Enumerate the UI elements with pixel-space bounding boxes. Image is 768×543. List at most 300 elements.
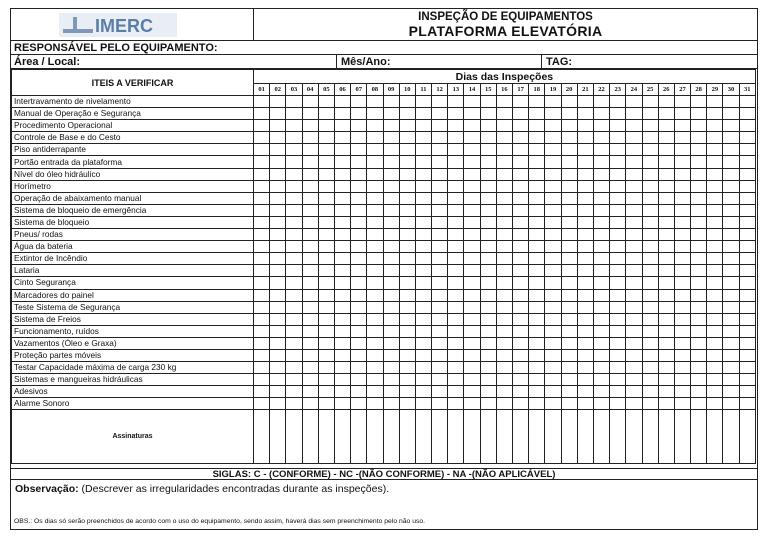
day-check-cell[interactable] [351,349,367,361]
day-check-cell[interactable] [545,108,561,120]
day-check-cell[interactable] [399,120,415,132]
day-check-cell[interactable] [577,168,593,180]
day-check-cell[interactable] [367,192,383,204]
day-check-cell[interactable] [739,168,755,180]
day-check-cell[interactable] [480,180,496,192]
day-check-cell[interactable] [432,132,448,144]
day-check-cell[interactable] [545,374,561,386]
day-check-cell[interactable] [480,349,496,361]
day-check-cell[interactable] [351,265,367,277]
day-check-cell[interactable] [658,108,674,120]
day-check-cell[interactable] [302,349,318,361]
signature-cell[interactable] [691,410,707,464]
day-check-cell[interactable] [496,241,512,253]
day-check-cell[interactable] [496,120,512,132]
day-check-cell[interactable] [561,216,577,228]
signature-cell[interactable] [723,410,739,464]
day-check-cell[interactable] [254,398,270,410]
day-check-cell[interactable] [351,374,367,386]
day-check-cell[interactable] [593,108,609,120]
day-check-cell[interactable] [286,96,302,108]
day-check-cell[interactable] [593,349,609,361]
day-check-cell[interactable] [334,362,350,374]
day-check-cell[interactable] [270,168,286,180]
day-check-cell[interactable] [513,301,529,313]
day-check-cell[interactable] [739,96,755,108]
day-check-cell[interactable] [529,337,545,349]
day-check-cell[interactable] [642,337,658,349]
day-check-cell[interactable] [577,144,593,156]
day-check-cell[interactable] [383,192,399,204]
day-check-cell[interactable] [593,265,609,277]
day-check-cell[interactable] [707,156,723,168]
day-check-cell[interactable] [642,144,658,156]
day-check-cell[interactable] [270,241,286,253]
day-check-cell[interactable] [739,374,755,386]
day-check-cell[interactable] [658,132,674,144]
day-check-cell[interactable] [674,265,690,277]
day-check-cell[interactable] [723,277,739,289]
day-check-cell[interactable] [642,301,658,313]
day-check-cell[interactable] [658,325,674,337]
day-check-cell[interactable] [480,120,496,132]
signature-cell[interactable] [286,410,302,464]
day-check-cell[interactable] [626,216,642,228]
day-check-cell[interactable] [707,325,723,337]
day-check-cell[interactable] [383,265,399,277]
day-check-cell[interactable] [448,96,464,108]
day-check-cell[interactable] [432,313,448,325]
day-check-cell[interactable] [691,374,707,386]
day-check-cell[interactable] [367,265,383,277]
day-check-cell[interactable] [626,144,642,156]
signature-cell[interactable] [642,410,658,464]
day-check-cell[interactable] [367,204,383,216]
day-check-cell[interactable] [302,386,318,398]
day-check-cell[interactable] [464,349,480,361]
day-check-cell[interactable] [496,168,512,180]
day-check-cell[interactable] [286,229,302,241]
day-check-cell[interactable] [334,349,350,361]
signature-cell[interactable] [707,410,723,464]
signature-cell[interactable] [626,410,642,464]
day-check-cell[interactable] [432,301,448,313]
day-check-cell[interactable] [642,277,658,289]
day-check-cell[interactable] [432,386,448,398]
day-check-cell[interactable] [610,337,626,349]
day-check-cell[interactable] [302,192,318,204]
day-check-cell[interactable] [593,120,609,132]
day-check-cell[interactable] [415,362,431,374]
day-check-cell[interactable] [367,301,383,313]
day-check-cell[interactable] [464,229,480,241]
day-check-cell[interactable] [415,374,431,386]
day-check-cell[interactable] [658,265,674,277]
day-check-cell[interactable] [432,325,448,337]
day-check-cell[interactable] [529,313,545,325]
signature-cell[interactable] [513,410,529,464]
day-check-cell[interactable] [545,289,561,301]
day-check-cell[interactable] [707,362,723,374]
day-check-cell[interactable] [723,337,739,349]
day-check-cell[interactable] [691,265,707,277]
day-check-cell[interactable] [351,241,367,253]
day-check-cell[interactable] [334,96,350,108]
day-check-cell[interactable] [367,132,383,144]
day-check-cell[interactable] [464,168,480,180]
day-check-cell[interactable] [513,168,529,180]
day-check-cell[interactable] [610,204,626,216]
day-check-cell[interactable] [399,156,415,168]
day-check-cell[interactable] [691,132,707,144]
day-check-cell[interactable] [626,168,642,180]
signature-cell[interactable] [658,410,674,464]
day-check-cell[interactable] [302,144,318,156]
day-check-cell[interactable] [480,289,496,301]
day-check-cell[interactable] [593,168,609,180]
day-check-cell[interactable] [593,204,609,216]
day-check-cell[interactable] [610,349,626,361]
day-check-cell[interactable] [561,192,577,204]
day-check-cell[interactable] [399,108,415,120]
day-check-cell[interactable] [739,325,755,337]
day-check-cell[interactable] [610,265,626,277]
day-check-cell[interactable] [334,132,350,144]
day-check-cell[interactable] [351,132,367,144]
day-check-cell[interactable] [270,204,286,216]
day-check-cell[interactable] [399,180,415,192]
day-check-cell[interactable] [545,277,561,289]
day-check-cell[interactable] [561,168,577,180]
day-check-cell[interactable] [464,313,480,325]
day-check-cell[interactable] [513,229,529,241]
day-check-cell[interactable] [415,349,431,361]
day-check-cell[interactable] [302,301,318,313]
day-check-cell[interactable] [610,96,626,108]
day-check-cell[interactable] [707,253,723,265]
day-check-cell[interactable] [415,337,431,349]
day-check-cell[interactable] [513,277,529,289]
day-check-cell[interactable] [739,108,755,120]
day-check-cell[interactable] [691,120,707,132]
day-check-cell[interactable] [383,229,399,241]
day-check-cell[interactable] [674,349,690,361]
day-check-cell[interactable] [270,229,286,241]
day-check-cell[interactable] [399,168,415,180]
day-check-cell[interactable] [318,265,334,277]
day-check-cell[interactable] [707,313,723,325]
day-check-cell[interactable] [691,277,707,289]
day-check-cell[interactable] [432,120,448,132]
day-check-cell[interactable] [334,253,350,265]
day-check-cell[interactable] [642,253,658,265]
day-check-cell[interactable] [302,204,318,216]
day-check-cell[interactable] [723,349,739,361]
day-check-cell[interactable] [383,168,399,180]
day-check-cell[interactable] [626,204,642,216]
day-check-cell[interactable] [496,325,512,337]
day-check-cell[interactable] [286,313,302,325]
day-check-cell[interactable] [415,180,431,192]
day-check-cell[interactable] [254,180,270,192]
day-check-cell[interactable] [658,144,674,156]
day-check-cell[interactable] [626,108,642,120]
day-check-cell[interactable] [480,192,496,204]
day-check-cell[interactable] [480,132,496,144]
day-check-cell[interactable] [270,313,286,325]
day-check-cell[interactable] [415,168,431,180]
day-check-cell[interactable] [318,204,334,216]
day-check-cell[interactable] [286,192,302,204]
day-check-cell[interactable] [529,180,545,192]
day-check-cell[interactable] [739,120,755,132]
day-check-cell[interactable] [561,204,577,216]
day-check-cell[interactable] [529,132,545,144]
day-check-cell[interactable] [529,108,545,120]
day-check-cell[interactable] [593,289,609,301]
day-check-cell[interactable] [302,313,318,325]
day-check-cell[interactable] [513,325,529,337]
day-check-cell[interactable] [545,313,561,325]
day-check-cell[interactable] [513,180,529,192]
day-check-cell[interactable] [610,108,626,120]
day-check-cell[interactable] [383,337,399,349]
day-check-cell[interactable] [529,192,545,204]
day-check-cell[interactable] [674,144,690,156]
signature-cell[interactable] [577,410,593,464]
day-check-cell[interactable] [577,313,593,325]
day-check-cell[interactable] [496,265,512,277]
day-check-cell[interactable] [593,374,609,386]
day-check-cell[interactable] [513,349,529,361]
signature-cell[interactable] [399,410,415,464]
day-check-cell[interactable] [448,229,464,241]
day-check-cell[interactable] [334,229,350,241]
day-check-cell[interactable] [496,144,512,156]
day-check-cell[interactable] [432,216,448,228]
day-check-cell[interactable] [496,204,512,216]
day-check-cell[interactable] [286,241,302,253]
day-check-cell[interactable] [399,398,415,410]
day-check-cell[interactable] [496,374,512,386]
day-check-cell[interactable] [448,386,464,398]
day-check-cell[interactable] [723,120,739,132]
day-check-cell[interactable] [610,216,626,228]
day-check-cell[interactable] [302,156,318,168]
day-check-cell[interactable] [674,386,690,398]
day-check-cell[interactable] [302,120,318,132]
day-check-cell[interactable] [545,253,561,265]
day-check-cell[interactable] [334,120,350,132]
day-check-cell[interactable] [658,337,674,349]
day-check-cell[interactable] [334,337,350,349]
day-check-cell[interactable] [674,192,690,204]
day-check-cell[interactable] [464,180,480,192]
day-check-cell[interactable] [626,265,642,277]
day-check-cell[interactable] [480,156,496,168]
day-check-cell[interactable] [448,277,464,289]
day-check-cell[interactable] [318,216,334,228]
day-check-cell[interactable] [270,132,286,144]
day-check-cell[interactable] [351,156,367,168]
day-check-cell[interactable] [270,325,286,337]
day-check-cell[interactable] [318,398,334,410]
day-check-cell[interactable] [496,132,512,144]
day-check-cell[interactable] [513,120,529,132]
day-check-cell[interactable] [674,301,690,313]
day-check-cell[interactable] [367,325,383,337]
day-check-cell[interactable] [723,180,739,192]
day-check-cell[interactable] [334,265,350,277]
day-check-cell[interactable] [577,398,593,410]
day-check-cell[interactable] [674,216,690,228]
day-check-cell[interactable] [545,349,561,361]
day-check-cell[interactable] [658,301,674,313]
day-check-cell[interactable] [529,156,545,168]
day-check-cell[interactable] [270,386,286,398]
day-check-cell[interactable] [529,362,545,374]
day-check-cell[interactable] [351,313,367,325]
day-check-cell[interactable] [286,362,302,374]
day-check-cell[interactable] [561,229,577,241]
day-check-cell[interactable] [367,386,383,398]
signature-cell[interactable] [674,410,690,464]
day-check-cell[interactable] [318,325,334,337]
day-check-cell[interactable] [707,241,723,253]
day-check-cell[interactable] [334,216,350,228]
day-check-cell[interactable] [642,289,658,301]
day-check-cell[interactable] [561,337,577,349]
day-check-cell[interactable] [496,301,512,313]
day-check-cell[interactable] [739,241,755,253]
day-check-cell[interactable] [448,362,464,374]
day-check-cell[interactable] [318,301,334,313]
day-check-cell[interactable] [561,374,577,386]
day-check-cell[interactable] [351,108,367,120]
day-check-cell[interactable] [415,204,431,216]
day-check-cell[interactable] [739,386,755,398]
day-check-cell[interactable] [383,144,399,156]
day-check-cell[interactable] [448,313,464,325]
day-check-cell[interactable] [415,313,431,325]
day-check-cell[interactable] [383,132,399,144]
day-check-cell[interactable] [529,386,545,398]
day-check-cell[interactable] [334,301,350,313]
day-check-cell[interactable] [577,337,593,349]
day-check-cell[interactable] [351,229,367,241]
signature-cell[interactable] [448,410,464,464]
day-check-cell[interactable] [707,132,723,144]
day-check-cell[interactable] [577,216,593,228]
day-check-cell[interactable] [593,253,609,265]
day-check-cell[interactable] [286,108,302,120]
day-check-cell[interactable] [561,398,577,410]
day-check-cell[interactable] [270,374,286,386]
day-check-cell[interactable] [367,374,383,386]
day-check-cell[interactable] [610,132,626,144]
day-check-cell[interactable] [464,301,480,313]
signature-cell[interactable] [415,410,431,464]
day-check-cell[interactable] [464,265,480,277]
day-check-cell[interactable] [610,289,626,301]
day-check-cell[interactable] [448,289,464,301]
day-check-cell[interactable] [691,398,707,410]
day-check-cell[interactable] [448,120,464,132]
day-check-cell[interactable] [383,277,399,289]
day-check-cell[interactable] [658,229,674,241]
day-check-cell[interactable] [577,132,593,144]
day-check-cell[interactable] [610,144,626,156]
day-check-cell[interactable] [432,108,448,120]
day-check-cell[interactable] [529,325,545,337]
day-check-cell[interactable] [464,362,480,374]
day-check-cell[interactable] [351,277,367,289]
day-check-cell[interactable] [367,253,383,265]
day-check-cell[interactable] [529,204,545,216]
day-check-cell[interactable] [610,120,626,132]
signature-cell[interactable] [254,410,270,464]
day-check-cell[interactable] [464,374,480,386]
day-check-cell[interactable] [318,180,334,192]
day-check-cell[interactable] [286,337,302,349]
day-check-cell[interactable] [318,362,334,374]
day-check-cell[interactable] [658,289,674,301]
day-check-cell[interactable] [707,349,723,361]
day-check-cell[interactable] [593,156,609,168]
day-check-cell[interactable] [642,132,658,144]
day-check-cell[interactable] [367,313,383,325]
day-check-cell[interactable] [399,313,415,325]
day-check-cell[interactable] [383,301,399,313]
day-check-cell[interactable] [318,96,334,108]
day-check-cell[interactable] [610,241,626,253]
day-check-cell[interactable] [464,144,480,156]
day-check-cell[interactable] [577,277,593,289]
day-check-cell[interactable] [642,313,658,325]
day-check-cell[interactable] [399,349,415,361]
day-check-cell[interactable] [432,398,448,410]
day-check-cell[interactable] [496,386,512,398]
day-check-cell[interactable] [513,289,529,301]
day-check-cell[interactable] [448,301,464,313]
day-check-cell[interactable] [723,313,739,325]
day-check-cell[interactable] [529,265,545,277]
day-check-cell[interactable] [610,362,626,374]
day-check-cell[interactable] [383,120,399,132]
day-check-cell[interactable] [464,156,480,168]
day-check-cell[interactable] [480,229,496,241]
day-check-cell[interactable] [674,253,690,265]
day-check-cell[interactable] [480,386,496,398]
day-check-cell[interactable] [448,349,464,361]
day-check-cell[interactable] [545,216,561,228]
day-check-cell[interactable] [480,277,496,289]
day-check-cell[interactable] [464,204,480,216]
day-check-cell[interactable] [286,216,302,228]
signature-cell[interactable] [318,410,334,464]
day-check-cell[interactable] [334,180,350,192]
day-check-cell[interactable] [318,192,334,204]
day-check-cell[interactable] [577,301,593,313]
day-check-cell[interactable] [399,277,415,289]
day-check-cell[interactable] [496,362,512,374]
day-check-cell[interactable] [691,192,707,204]
day-check-cell[interactable] [593,386,609,398]
day-check-cell[interactable] [577,253,593,265]
day-check-cell[interactable] [464,386,480,398]
day-check-cell[interactable] [593,398,609,410]
day-check-cell[interactable] [351,253,367,265]
